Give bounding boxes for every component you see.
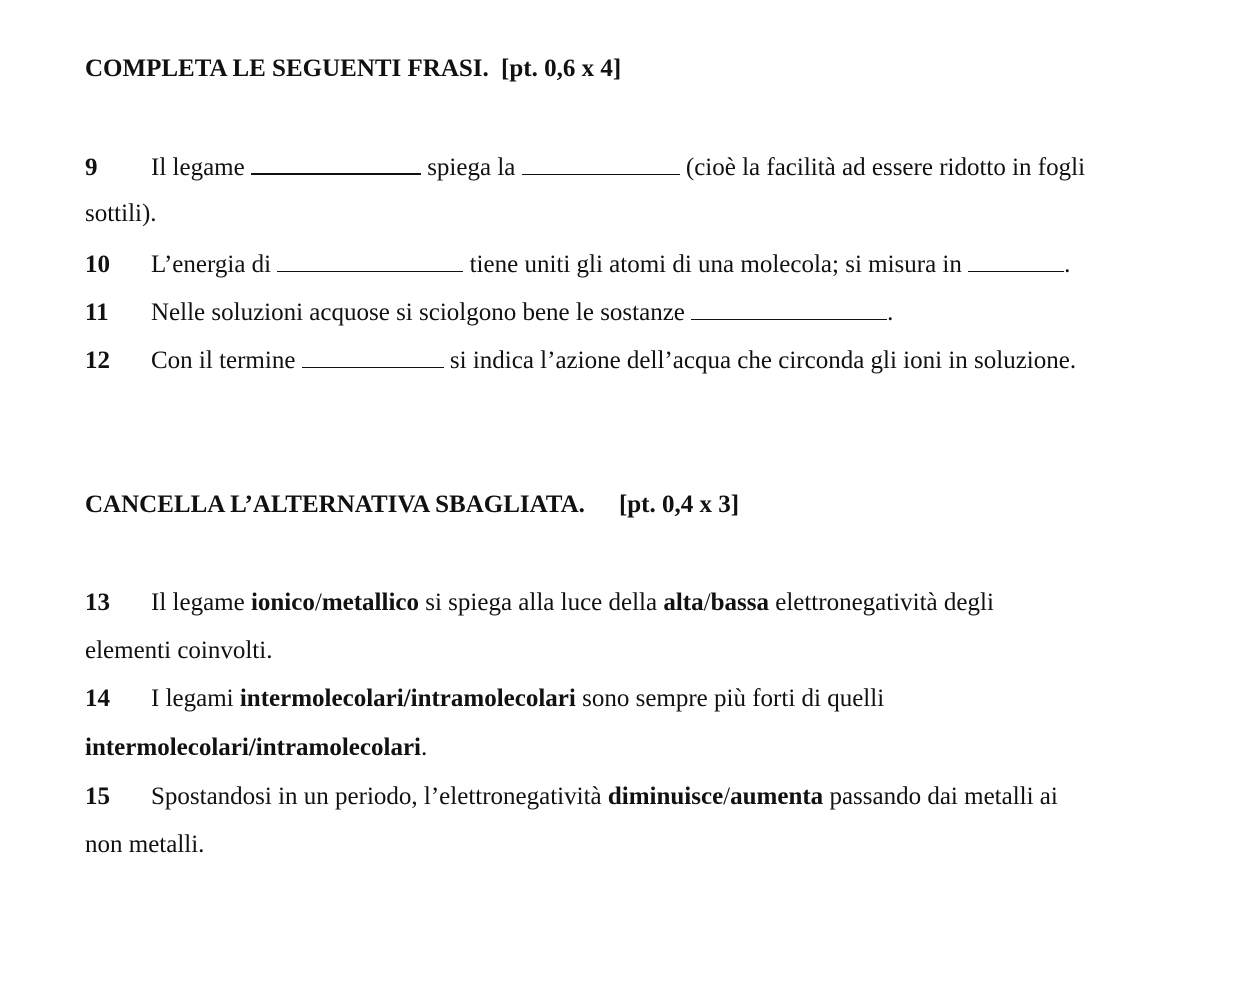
question-text: spiega la — [420, 154, 522, 181]
question-9 — [85, 151, 1085, 183]
question-12 — [85, 345, 1076, 376]
question-text: Il legame — [151, 589, 251, 616]
answer-blank[interactable] — [968, 249, 1064, 272]
question-15-continuation — [85, 830, 204, 860]
question-number: 14 — [85, 685, 110, 712]
answer-blank[interactable] — [251, 151, 421, 175]
question-text: sottili). — [85, 200, 157, 227]
answer-blank[interactable] — [277, 249, 463, 272]
question-number: 11 — [85, 299, 109, 326]
choice-option[interactable]: bassa — [710, 589, 769, 616]
question-9-continuation — [85, 199, 157, 229]
question-text: L’energia di — [151, 251, 278, 278]
section-1-title: COMPLETA LE SEGUENTI FRASI. — [85, 55, 489, 82]
question-text: si indica l’azione dell’acqua che circonda gli ioni in soluzione. — [443, 347, 1077, 374]
question-14-continuation — [85, 733, 427, 763]
question-text: passando dai metalli ai — [823, 783, 1058, 810]
section-1-points: [pt. 0,6 x 4] — [501, 55, 622, 82]
answer-blank[interactable] — [302, 345, 444, 368]
question-number: 9 — [85, 154, 98, 181]
question-text: elementi coinvolti. — [85, 637, 273, 664]
answer-blank[interactable] — [522, 152, 680, 175]
choice-separator: / — [723, 783, 731, 810]
question-text: . — [887, 299, 894, 326]
question-text: Con il termine — [151, 347, 302, 374]
question-text: sono sempre più forti di quelli — [575, 685, 885, 712]
question-text: Nelle soluzioni acquose si sciolgono bene le sostanze — [151, 299, 692, 326]
choice-separator: / — [314, 589, 322, 616]
question-text: (cioè la facilità ad essere ridotto in fogli — [679, 154, 1086, 181]
section-2-heading — [85, 491, 739, 519]
question-number: 15 — [85, 783, 110, 810]
question-text: tiene uniti gli atomi di una molecola; si misura in — [463, 251, 969, 278]
choice-option[interactable]: ionico — [250, 589, 315, 616]
question-15 — [85, 782, 1058, 812]
question-number: 10 — [85, 251, 110, 278]
choice-option[interactable]: metallico — [321, 589, 419, 616]
question-text: . — [1064, 251, 1071, 278]
question-13 — [85, 588, 994, 618]
question-14 — [85, 684, 884, 714]
question-text: Spostandosi in un periodo, l’elettronegatività — [151, 783, 608, 810]
question-text: si spiega alla luce della — [419, 589, 664, 616]
section-1-heading — [85, 55, 621, 83]
question-number: 13 — [85, 589, 110, 616]
section-2-points: [pt. 0,4 x 3] — [618, 491, 740, 518]
question-number: 12 — [85, 347, 110, 374]
choice-option[interactable]: alta — [663, 589, 704, 616]
question-text: Il legame — [151, 154, 251, 181]
section-2-title: CANCELLA L’ALTERNATIVA SBAGLIATA. — [85, 491, 585, 518]
question-text: . — [421, 734, 428, 761]
question-13-continuation — [85, 636, 272, 666]
question-10 — [85, 249, 1070, 280]
choice-option[interactable]: intermolecolari/intramolecolari — [85, 734, 421, 761]
choice-option[interactable]: intermolecolari/intramolecolari — [239, 685, 576, 712]
question-11 — [85, 297, 893, 328]
choice-option[interactable]: aumenta — [730, 783, 824, 810]
question-text: elettronegatività degli — [768, 589, 994, 616]
question-text: non metalli. — [85, 831, 205, 858]
question-text: I legami — [151, 685, 240, 712]
choice-option[interactable]: diminuisce — [607, 783, 724, 810]
answer-blank[interactable] — [691, 297, 887, 320]
choice-separator: / — [703, 589, 711, 616]
